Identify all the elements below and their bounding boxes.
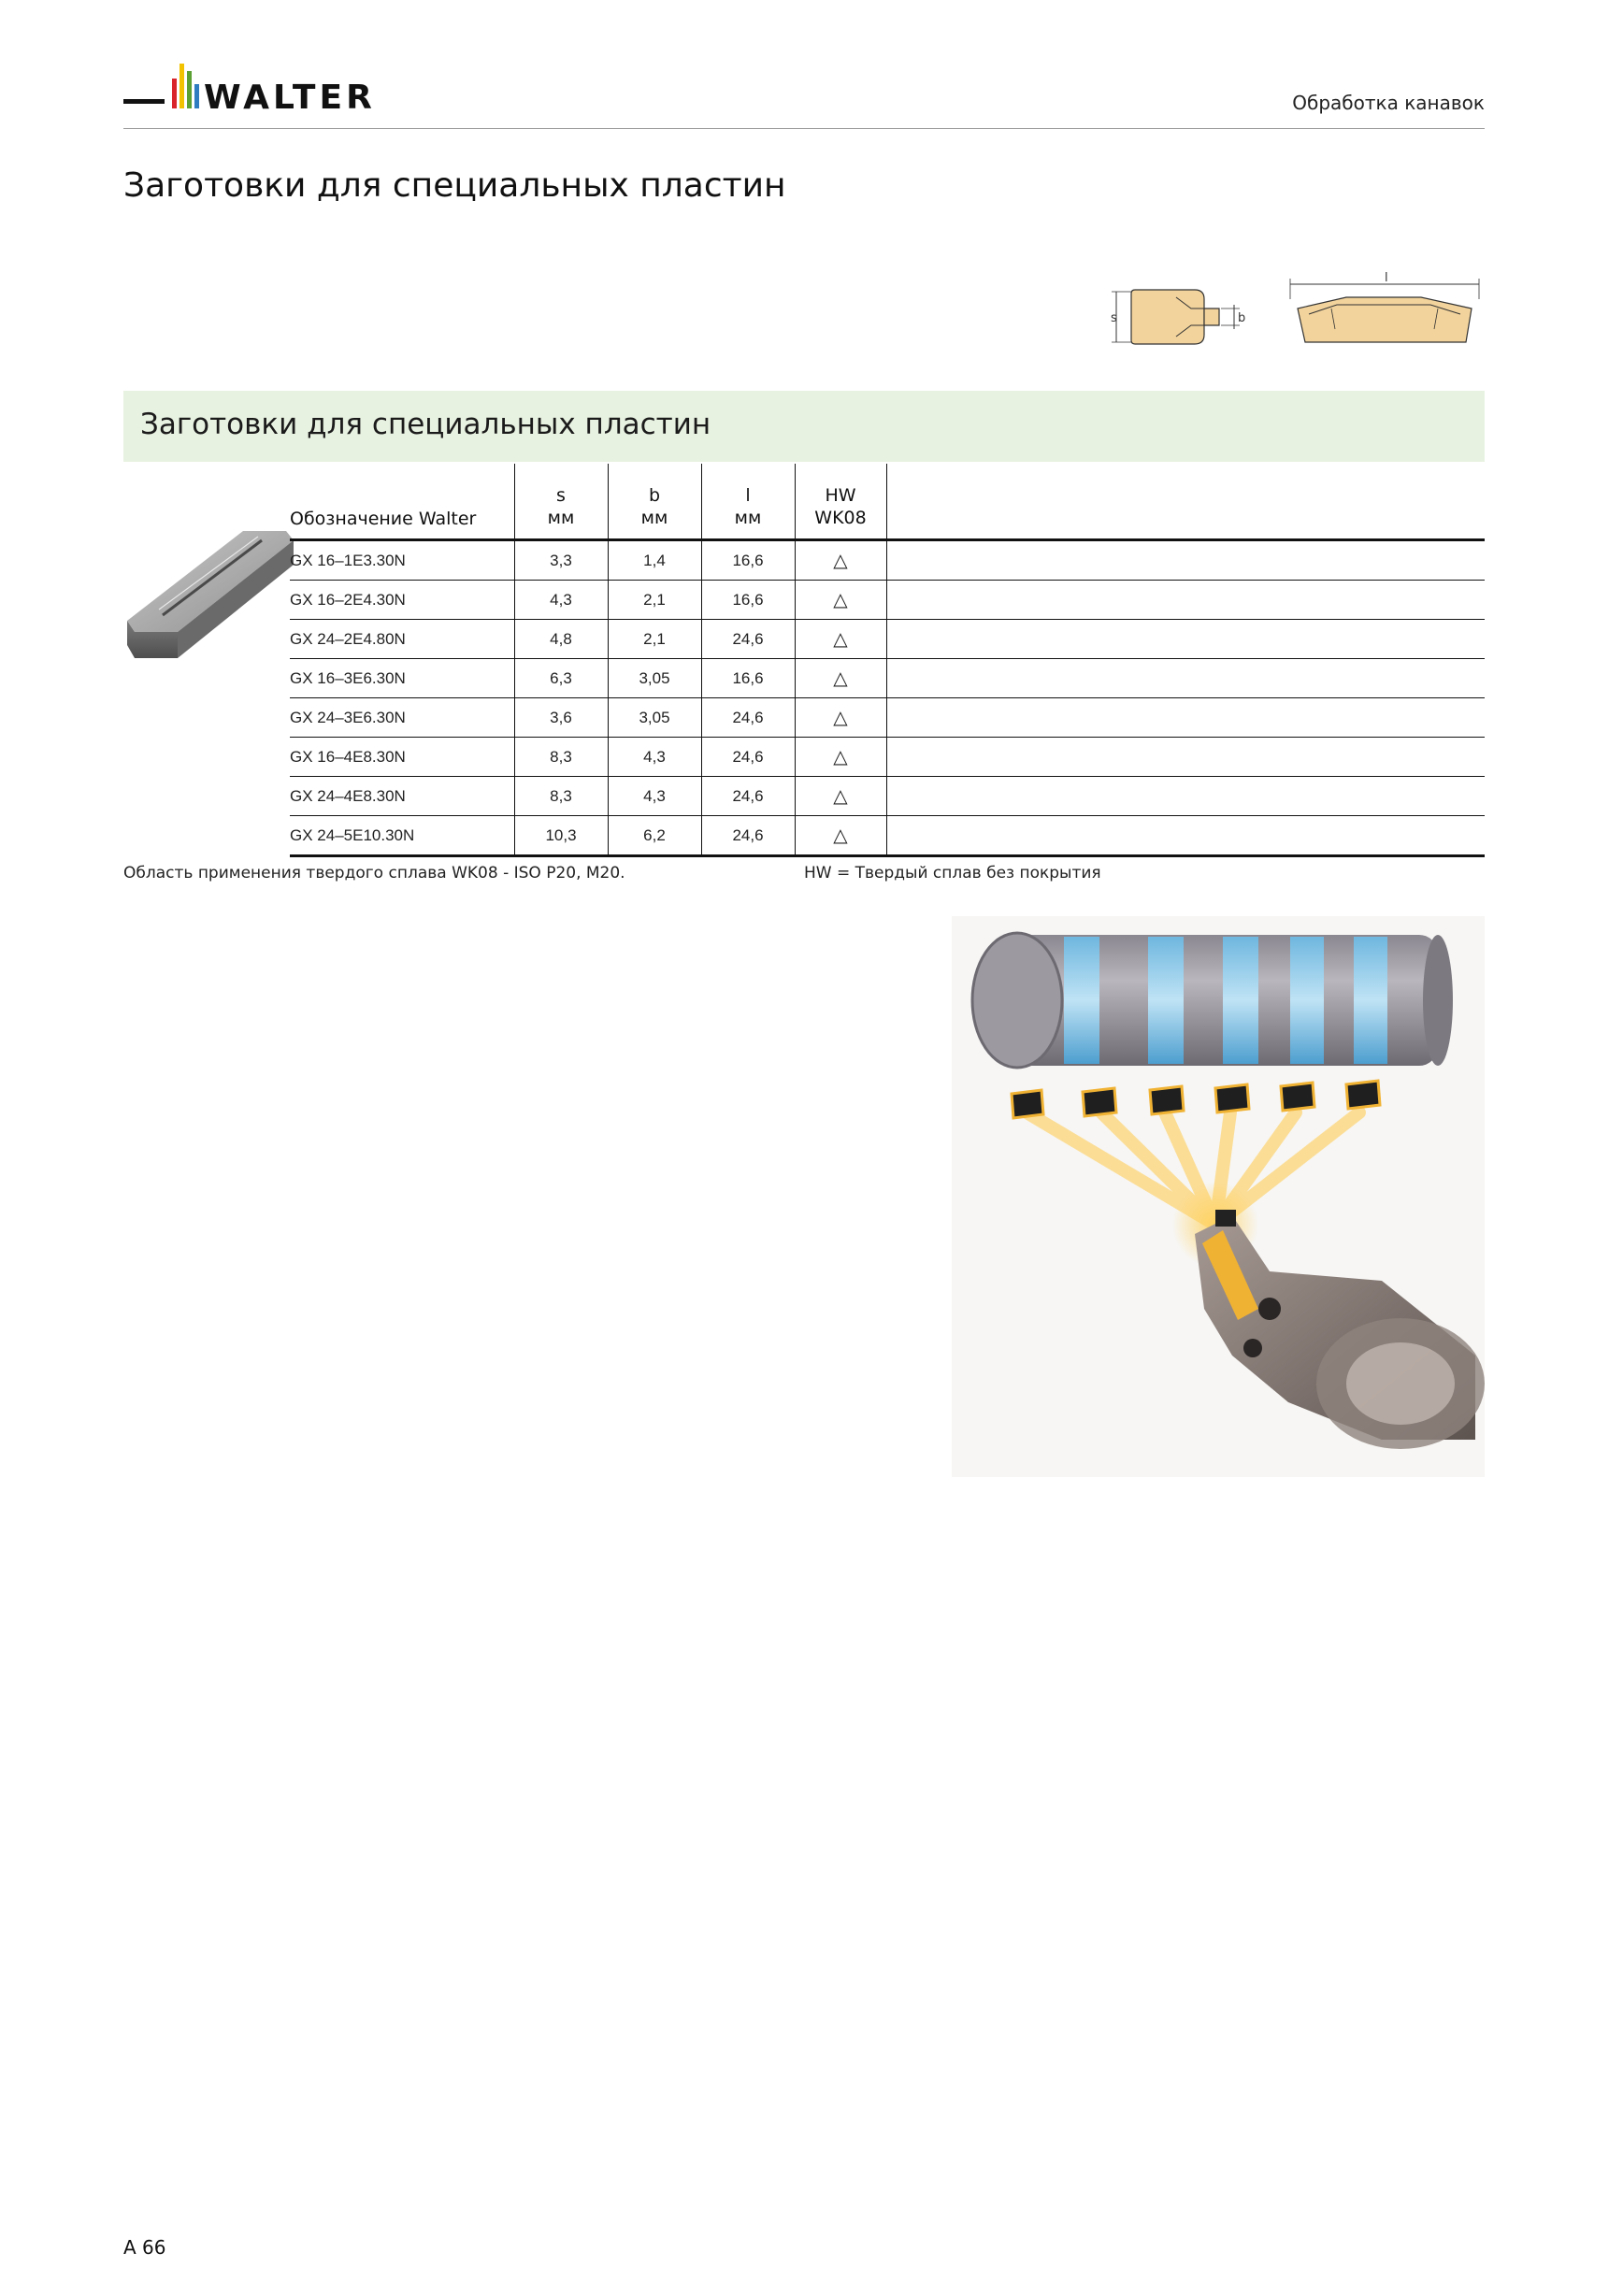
cell-designation: GX 16–2E4.30N [290, 581, 514, 620]
section-label: Обработка канавок [1292, 92, 1485, 114]
table-header-row [290, 464, 1485, 540]
insert-side-view-drawing [1103, 277, 1253, 357]
cell-s: 4,8 [514, 620, 608, 659]
cell-grade-availability: △ [795, 659, 886, 698]
table-row [290, 620, 1485, 659]
header-designation: Обозначение Walter [290, 464, 514, 540]
cell-empty [886, 659, 1485, 698]
cell-designation: GX 24–5E10.30N [290, 816, 514, 856]
cell-s: 3,3 [514, 540, 608, 581]
cell-l: 16,6 [701, 581, 795, 620]
cell-grade-availability: △ [795, 698, 886, 738]
cell-b: 3,05 [608, 659, 701, 698]
cell-b: 2,1 [608, 581, 701, 620]
cell-b: 6,2 [608, 816, 701, 856]
application-footnote: Область применения твердого сплава WK08 - ISO P20, M20. [123, 864, 625, 883]
cell-grade-availability: △ [795, 777, 886, 816]
cell-l: 24,6 [701, 777, 795, 816]
cell-b: 3,05 [608, 698, 701, 738]
cell-grade-availability: △ [795, 581, 886, 620]
cell-s: 4,3 [514, 581, 608, 620]
grade-legend-footnote: HW = Твердый сплав без покрытия [804, 864, 1101, 883]
cell-designation: GX 16–1E3.30N [290, 540, 514, 581]
cell-l: 24,6 [701, 698, 795, 738]
cell-empty [886, 698, 1485, 738]
cell-b: 4,3 [608, 777, 701, 816]
cell-designation: GX 24–2E4.80N [290, 620, 514, 659]
cell-designation: GX 24–4E8.30N [290, 777, 514, 816]
insert-image [122, 524, 309, 664]
header-s: s мм [514, 464, 608, 540]
header-l: l мм [701, 464, 795, 540]
grooving-application-photo [952, 916, 1485, 1477]
header-empty [886, 464, 1485, 540]
svg-text:l: l [1385, 271, 1388, 285]
cell-empty [886, 816, 1485, 856]
cell-designation: GX 16–4E8.30N [290, 738, 514, 777]
cell-designation: GX 24–3E6.30N [290, 698, 514, 738]
cell-l: 24,6 [701, 816, 795, 856]
cell-l: 24,6 [701, 738, 795, 777]
cell-grade-availability: △ [795, 540, 886, 581]
band-title: Заготовки для специальных пластин [140, 408, 711, 441]
cell-empty [886, 738, 1485, 777]
table-row [290, 659, 1485, 698]
table-row [290, 777, 1485, 816]
insert-top-view-drawing [1281, 271, 1487, 357]
page-number: A 66 [123, 2236, 166, 2259]
cell-designation: GX 16–3E6.30N [290, 659, 514, 698]
header-b: b мм [608, 464, 701, 540]
cell-empty [886, 777, 1485, 816]
cell-empty [886, 540, 1485, 581]
walter-logo [123, 58, 404, 127]
cell-l: 24,6 [701, 620, 795, 659]
table-row [290, 816, 1485, 856]
table-row [290, 581, 1485, 620]
cell-empty [886, 620, 1485, 659]
cell-b: 4,3 [608, 738, 701, 777]
cell-s: 3,6 [514, 698, 608, 738]
spec-table [290, 464, 1485, 857]
header-divider [123, 128, 1485, 129]
cell-s: 8,3 [514, 777, 608, 816]
table-row [290, 698, 1485, 738]
cell-s: 8,3 [514, 738, 608, 777]
cell-s: 6,3 [514, 659, 608, 698]
table-row [290, 738, 1485, 777]
cell-grade-availability: △ [795, 738, 886, 777]
cell-b: 2,1 [608, 620, 701, 659]
svg-text:s: s [1111, 311, 1117, 325]
svg-text:b: b [1238, 311, 1246, 325]
cell-l: 16,6 [701, 540, 795, 581]
cell-s: 10,3 [514, 816, 608, 856]
section-band [123, 391, 1485, 462]
cell-l: 16,6 [701, 659, 795, 698]
header-grade: HW WK08 [795, 464, 886, 540]
cell-grade-availability: △ [795, 816, 886, 856]
logo-text: WALTER [204, 79, 376, 117]
cell-b: 1,4 [608, 540, 701, 581]
cell-empty [886, 581, 1485, 620]
page-title: Заготовки для специальных пластин [123, 166, 786, 205]
cell-grade-availability: △ [795, 620, 886, 659]
table-row [290, 540, 1485, 581]
